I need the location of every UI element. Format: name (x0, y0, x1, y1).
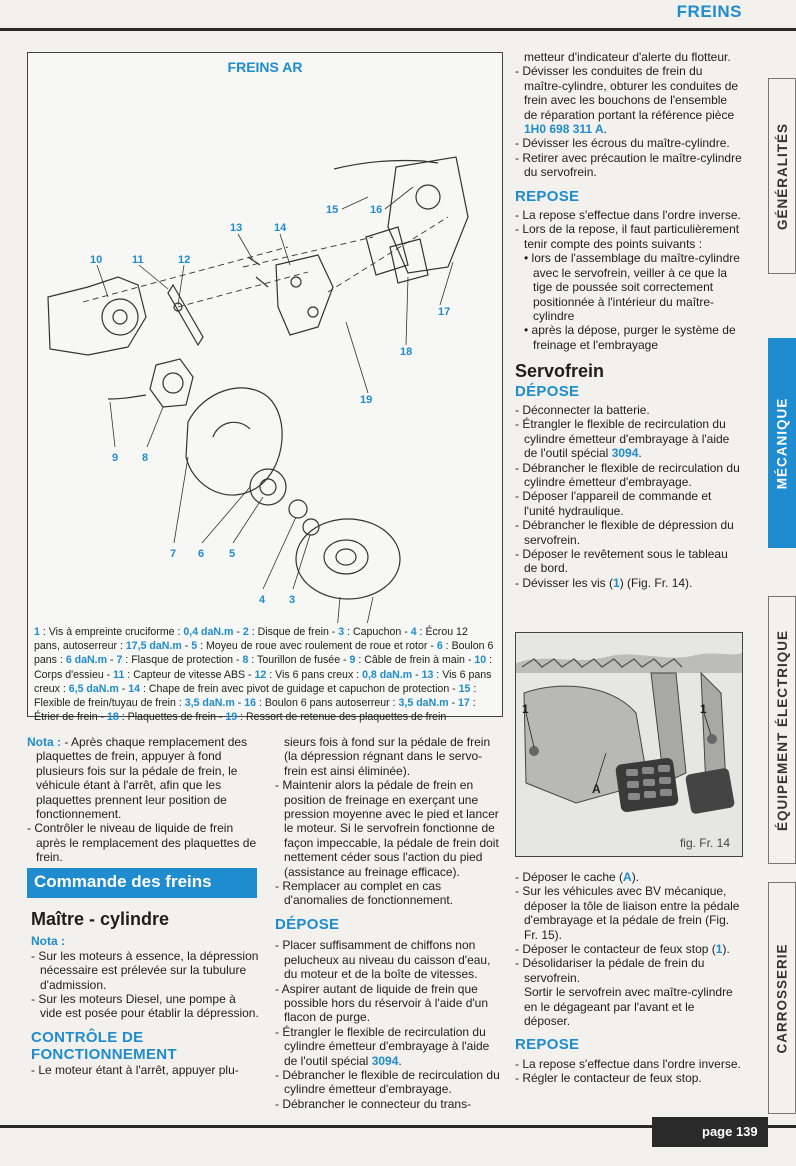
nota-diesel: - Sur les moteurs Diesel, une pompe à vide est posée pour établir la dépression. (31, 992, 259, 1021)
legend-num-3: 3 (338, 626, 345, 638)
callout-6: 6 (198, 548, 205, 560)
legend-text: : Tourillon de fusée - (248, 654, 350, 667)
depose-conduites: - Dévisser les conduites de frein du maître-cylindre, obturer les conduites de frein avec les bouchons de l'ensemble de réparation portant la référence pièce 1H0 698 311 A. (515, 64, 739, 137)
heading-controle: CONTRÔLE DE FONCTIONNEMENT (31, 1028, 177, 1063)
sf-step-4: - Déposer l'appareil de commande et l'unité hydraulique. (515, 489, 712, 518)
repose-bullet-1: • lors de l'assemblage du maître-cylindre avec le servofrein, veiller à ce que la tige de poussée soit correctement positionnée à l'intérieur du maître-cylindre (524, 251, 740, 323)
callout-15: 15 (326, 204, 339, 216)
depose-step-5: - Débrancher le connecteur du trans- (275, 1096, 472, 1111)
legend-num-5: 5 (191, 640, 198, 653)
sf-step-12: Sortir le servofrein avec maître-cylindre en le dégageant par l'avant et le déposer. (524, 985, 733, 1029)
legend-num-12: 12 (254, 668, 267, 681)
sf-step-11: - Désolidariser la pédale de frein du servofrein. (515, 956, 705, 985)
legend-num-8: 8 (242, 654, 249, 667)
callout-13: 13 (230, 222, 243, 234)
callout-16: 16 (370, 204, 383, 216)
note-check-fluid: - Contrôler le niveau de liquide de frein après le remplacement des plaquettes de frein. (27, 821, 257, 865)
legend-num-17: 17 (458, 697, 470, 710)
figure-title: FREINS AR (227, 59, 303, 75)
legend-text: : Flasque de protection - (122, 654, 243, 667)
middle-column (275, 735, 503, 1111)
callout-11: 11 (132, 254, 144, 266)
legend-text: - (448, 697, 458, 710)
legend-text: : Flexible de frein/tuyau de frein : (34, 682, 477, 710)
legend-num-18: 18 (107, 711, 119, 724)
legend-torque: 6,5 daN.m (68, 682, 119, 695)
callout-14: 14 (274, 222, 287, 234)
legend-text: - (107, 654, 117, 667)
controle-cont: sieurs fois à fond sur la pédale de frein (la dépression régnant dans le servo-frein est ainsi éliminée). (284, 735, 491, 778)
nota-essence: - Sur les moteurs à essence, la dépression nécessaire est prélevée sur la tubulure d'admission. (31, 948, 259, 992)
right-column-bottom (515, 870, 743, 1086)
legend-num-1: 1 (34, 626, 40, 638)
legend-torque: 0,8 daN.m (362, 668, 413, 681)
sf-step-8: - Déposer le cache (A). (515, 870, 640, 884)
legend-num-7: 7 (116, 654, 123, 667)
repose-sf-step-2: - Régler le contacteur de feux stop. (515, 1071, 702, 1086)
heading-depose-mc: DÉPOSE (275, 915, 340, 933)
legend-num-11: 11 (113, 668, 125, 681)
section-title: FREINS (676, 2, 742, 21)
legend-torque: 6 daN.m (65, 654, 108, 667)
legend-torque: 0,4 daN.m (183, 626, 234, 638)
legend-text: : Étrier de frein - (34, 697, 476, 724)
legend-text: - (181, 640, 192, 653)
legend-num-15: 15 (458, 682, 471, 695)
heading-depose-sf: DÉPOSE (515, 382, 580, 400)
heading-maitre-cylindre: Maître - cylindre (31, 909, 170, 929)
legend-text: : Câble de frein à main - (355, 654, 475, 667)
depose-step-4: - Débrancher le flexible de recirculation du cylindre émetteur d'embrayage. (275, 1067, 500, 1097)
legend-num-6: 6 (436, 640, 443, 653)
depose-retirer: - Retirer avec précaution le maître-cylindre du servofrein. (515, 150, 742, 180)
legend-text: - (412, 668, 422, 681)
legend-num-19: 19 (225, 711, 238, 724)
figure-legend (34, 625, 496, 724)
maitre-cylindre-section (31, 909, 259, 1077)
heading-repose-mc: REPOSE (515, 187, 580, 205)
nota-heading: Nota : (31, 934, 65, 949)
legend-num-9: 9 (349, 654, 356, 667)
legend-text: : Boulon 6 pans autoserreur : (256, 697, 399, 710)
legend-text: : Capteur de vitesse ABS - (124, 668, 255, 681)
repose-sf-step-1: - La repose s'effectue dans l'ordre inverse. (515, 1056, 741, 1071)
callout-19: 19 (360, 394, 373, 406)
callout-12: 12 (178, 254, 191, 266)
legend-num-16: 16 (244, 697, 257, 710)
legend-num-2: 2 (242, 626, 249, 638)
page-number: page 139 (652, 1117, 768, 1147)
legend-text: : Corps d'essieu - (34, 654, 493, 681)
callout-7: 7 (170, 548, 177, 560)
depose-step-1: - Placer suffisamment de chiffons non pelucheux au niveau du caisson d'eau, du moteur et de la boîte de vitesses. (275, 938, 491, 982)
depose-step-2: - Aspirer autant de liquide de frein que possible hors du réservoir à l'aide d'un flacon de purge. (275, 981, 489, 1025)
sf-step-9: - Sur les véhicules avec BV mécanique, déposer la tôle de liaison entre la pédale d'embrayage et la pédale de frein (Fig. Fr. 15). (515, 884, 740, 942)
callout-3: 3 (289, 594, 296, 606)
legend-text: - (234, 697, 245, 710)
repose-bullet-2: • après la dépose, purger le système de freinage et l'embrayage (524, 323, 736, 352)
callout-18: 18 (400, 346, 413, 358)
depose-cont: metteur d'indicateur d'alerte du flotteur. (524, 50, 731, 64)
callout-17: 17 (438, 306, 451, 318)
heading-repose-sf: REPOSE (515, 1036, 580, 1054)
nota-label: Nota : (27, 735, 61, 749)
controle-step-1: - Le moteur étant à l'arrêt, appuyer plu- (31, 1062, 239, 1077)
controle-step-3: - Remplacer au complet en cas d'anomalies de fonctionnement. (275, 879, 454, 908)
fig14-label-1-left: 1 (522, 702, 529, 716)
legend-torque: 3,5 daN.m (398, 697, 449, 710)
figure-freins-ar (27, 52, 503, 724)
legend-text: : Vis 6 pans creux : (34, 668, 492, 695)
repose-step-1: - La repose s'effectue dans l'ordre inverse. (515, 208, 741, 223)
tab-carrosserie[interactable]: CARROSSERIE (768, 882, 796, 1114)
figure-fr-14 (515, 632, 743, 857)
legend-torque: 17,5 daN.m (125, 640, 182, 653)
legend-num-14: 14 (128, 682, 141, 695)
page-header (0, 0, 796, 26)
callout-5: 5 (229, 548, 236, 560)
sf-step-10: - Déposer le contacteur de feux stop (1). (515, 942, 730, 957)
repose-step-2: - Lors de la repose, il faut particulièrement tenir compte des points suivants : (515, 222, 740, 251)
fig14-caption: fig. Fr. 14 (679, 836, 730, 850)
header-rule (0, 28, 796, 31)
legend-text: : Vis à empreinte cruciforme : (39, 626, 184, 638)
legend-text: : Vis 6 pans creux : (266, 668, 363, 681)
callout-10: 10 (90, 254, 103, 266)
legend-text: : Boulon 6 pans : (34, 640, 494, 667)
tab-generalites[interactable]: GÉNÉRALITÉS (768, 78, 796, 274)
pedal-photo-drawing (516, 633, 742, 856)
legend-text: : Écrou 12 pans, autoserreur : (34, 626, 468, 653)
controle-step-2: - Maintenir alors la pédale de frein en position de freinage en exerçant une pression moyenne avec le pied et lancer le moteur. Si le servofrein fonctionne de façon impeccable, la pédale de frein doit nettement céder sous l'action du pied (assistance au freinage efficace). (275, 778, 499, 879)
legend-text: - (118, 682, 129, 695)
heading-servofrein: Servofrein (515, 361, 605, 382)
legend-text: : Chape de frein avec pivot de guidage et capuchon de protection - (140, 682, 459, 695)
legend-num-10: 10 (474, 654, 487, 667)
sf-step-1: - Déconnecter la batterie. (515, 402, 650, 417)
section-bar-commande: Commande des freins (27, 868, 257, 898)
legend-text: : Ressort de retenue des plaquettes de frein (237, 711, 447, 724)
legend-num-4: 4 (410, 626, 417, 638)
legend-text: : Plaquettes de frein - (118, 711, 226, 724)
legend-num-13: 13 (421, 668, 434, 681)
callout-4: 4 (259, 594, 266, 606)
tab-mecanique[interactable]: MÉCANIQUE (768, 338, 796, 548)
note-plaquettes: Nota : - Après chaque remplacement des plaquettes de frein, appuyer à fond plusieurs fois sur la pédale de frein, le véhicule étant à l'arrêt, afin que les plaquettes prennent leur position de fonctionnement. - Contrôler le niveau de liquide de frein après le remplacement des plaquettes de frein. (27, 735, 259, 865)
sf-step-3: - Débrancher le flexible de recirculation du cylindre émetteur d'embrayage. (515, 460, 740, 489)
exploded-view-diagram (28, 77, 502, 623)
sf-step-6: - Déposer le revêtement sous le tableau de bord. (515, 547, 728, 576)
sf-step-5: - Débrancher le flexible de dépression du servofrein. (515, 518, 734, 547)
sf-step-7: - Dévisser les vis (1) (Fig. Fr. 14). (515, 575, 693, 590)
depose-ecrous: - Dévisser les écrous du maître-cylindre. (515, 136, 730, 151)
legend-torque: 3,5 daN.m (184, 697, 235, 710)
legend-text: : Moyeu de roue avec roulement de roue et rotor - (197, 640, 437, 653)
legend-text: - (233, 626, 243, 638)
tab-equipement-electrique[interactable]: ÉQUIPEMENT ÉLECTRIQUE (768, 596, 796, 864)
callout-9: 9 (112, 452, 119, 464)
legend-text: : Capuchon - (344, 626, 411, 638)
depose-step-3: - Étrangler le flexible de recirculation du cylindre émetteur d'embrayage à l'aide de l'outil spécial 3094. (275, 1024, 490, 1068)
legend-text: : Disque de frein - (248, 626, 339, 638)
fig14-label-1-right: 1 (700, 702, 707, 716)
sf-step-2: - Étrangler le flexible de recirculation du cylindre émetteur d'embrayage à l'aide de l'outil spécial 3094. (515, 417, 730, 461)
right-column-top (515, 50, 743, 590)
fig14-label-a: A (592, 782, 601, 796)
callout-8: 8 (142, 452, 149, 464)
